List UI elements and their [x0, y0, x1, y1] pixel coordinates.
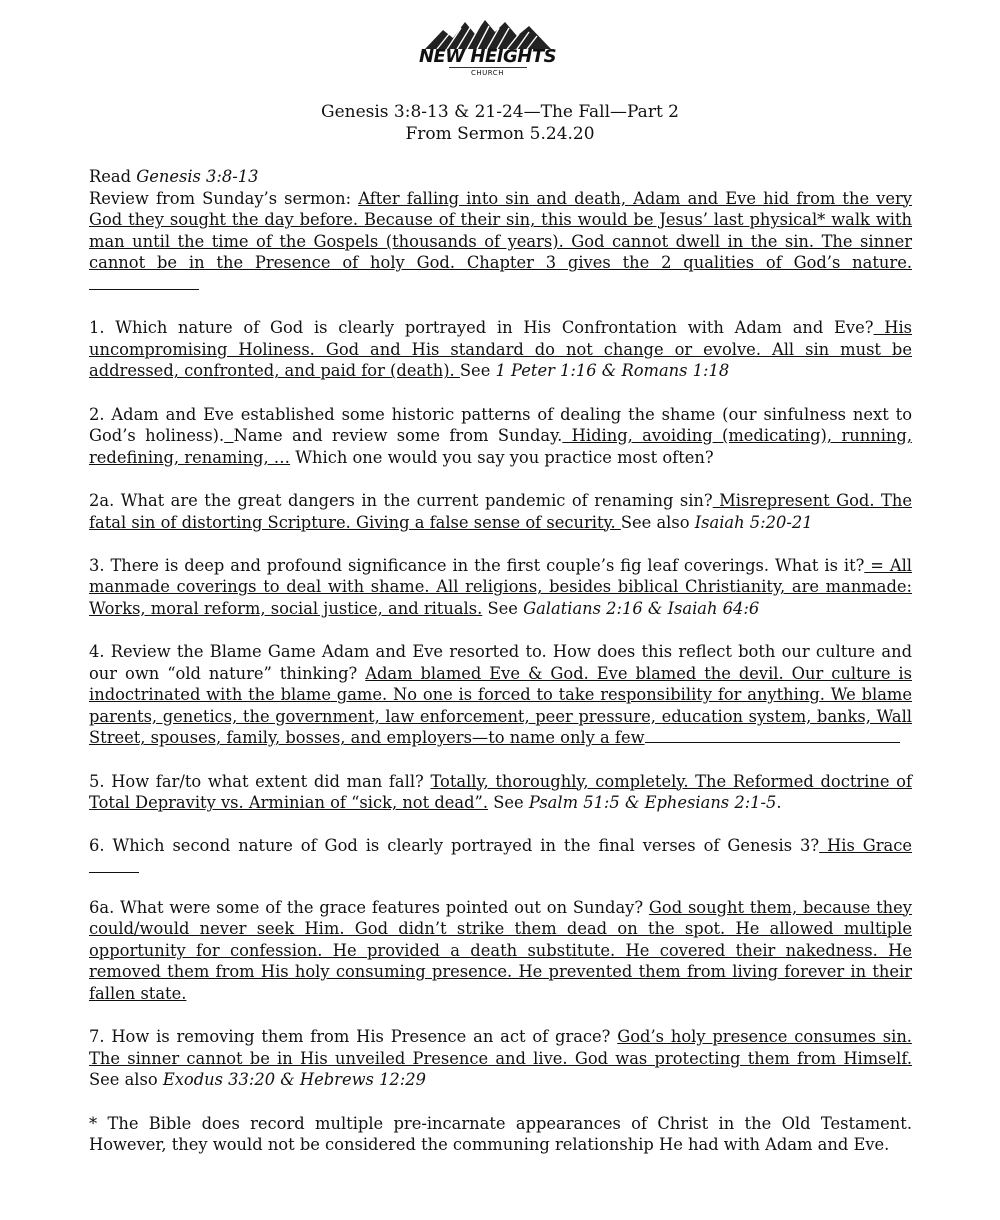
- q3-references: Galatians 2:16 & Isaiah 64:6: [523, 598, 760, 618]
- question-1: [89, 317, 912, 382]
- q1-question: 1. Which nature of God is clearly portrayed in His Confrontation with Adam and Eve?: [89, 318, 874, 338]
- q5-see: See: [488, 793, 529, 813]
- q2-answer: Hiding, avoiding (medicating), running, redefining, renaming, …: [89, 426, 912, 467]
- q7-see: See also: [89, 1070, 163, 1090]
- question-2: [89, 404, 912, 469]
- church-logo: [415, 16, 560, 92]
- review-label: Review from Sunday’s sermon:: [89, 188, 359, 208]
- q5-question: 5. How far/to what extent did man fall?: [89, 771, 431, 791]
- q7-references: Exodus 33:20 & Hebrews 12:29: [162, 1070, 426, 1090]
- q1-answer: His uncompromising Holiness. God and His standard do not change or evolve. All sin must be addressed, confronted, and paid for (death).: [89, 318, 913, 381]
- question-2a: [89, 490, 912, 533]
- q5-references: Psalm 51:5 & Ephesians 2:1-5: [528, 793, 777, 813]
- q2-question: 2. Adam and Eve established some historic patterns of dealing the shame (our sinfulness next to God’s holiness).: [89, 404, 912, 446]
- answer-blank-line: [645, 728, 900, 743]
- answer-blank-line: [89, 858, 139, 873]
- review-answer: After falling into sin and death, Adam and Eve hid from the very God they sought the day before. Because of their sin, this would be Jesus’ last physical* walk with man until the time of the Gospels (thousands of years). God cannot dwell in the sin. The sinner cannot be in the Presence of holy God. Chapter 3 gives the 2 qualities of God’s nature.: [89, 188, 913, 273]
- q2a-answer: Misrepresent God. The fatal sin of distorting Scripture. Giving a false sense of security.: [89, 490, 912, 532]
- document-title: Genesis 3:8-13 & 21-24—The Fall—Part 2: [320, 102, 679, 122]
- document-title-block: [0, 101, 1000, 145]
- read-label: Read: [89, 167, 137, 186]
- mountain-icon: [423, 16, 553, 50]
- q4-answer: Adam blamed Eve & God. Eve blamed the devil. Our culture is indoctrinated with the blame game. No one is forced to take responsibility for anything. We blame parents, genetics, the government, law enforcement, peer pressure, education system, banks, Wall Street, spouses, family, bosses, and employers—to name only a few: [89, 663, 912, 748]
- q3-question: 3. There is deep and profound significance in the first couple’s fig leaf coverings. What is it?: [89, 555, 865, 575]
- q2a-references: Isaiah 5:20-21: [694, 512, 813, 532]
- q2-followup: Which one would you say you practice most often?: [290, 447, 714, 467]
- q2a-question: 2a. What are the great dangers in the current pandemic of renaming sin?: [89, 490, 713, 510]
- q1-references: 1 Peter 1:16 & Romans 1:18: [495, 361, 730, 381]
- q3-answer: = All manmade coverings to deal with shame. All religions, besides biblical Christianity, are manmade: Works, moral reform, social justice, and rituals.: [89, 555, 912, 618]
- question-3: [89, 555, 912, 620]
- q5-answer: Totally, thoroughly, completely. The Reformed doctrine of Total Depravity vs. Arminian of “sick, not dead”.: [89, 771, 912, 813]
- q2-space: [224, 426, 233, 445]
- logo-name: NEW HEIGHTS: [418, 46, 557, 67]
- document-subtitle: From Sermon 5.24.20: [405, 124, 595, 144]
- q5-end: .: [776, 793, 782, 813]
- q2-prompt: Name and review some from Sunday.: [233, 426, 563, 446]
- q6-question: 6. Which second nature of God is clearly portrayed in the final verses of Genesis 3?: [89, 836, 820, 856]
- question-6a: [89, 897, 912, 1005]
- q7-question: 7. How is removing them from His Presence an act of grace?: [89, 1027, 618, 1047]
- q2a-see: See also: [620, 512, 695, 532]
- q3-see: See: [482, 598, 524, 618]
- question-6: [89, 835, 912, 878]
- answer-blank-line: [89, 275, 199, 290]
- read-reference: Genesis 3:8-13: [136, 167, 259, 186]
- q6-answer: His Grace: [819, 836, 912, 856]
- question-7: [89, 1026, 912, 1091]
- q6a-question: 6a. What were some of the grace features pointed out on Sunday?: [89, 897, 649, 917]
- intro-section: [89, 166, 912, 296]
- q6a-answer: God sought them, because they could/would never seek Him. God didn’t strike them dead on the spot. He allowed multiple opportunity for confession. He provided a death substitute. He covered their nakedness. He removed them from His holy consuming presence. He prevented them from living forever in their fallen state.: [89, 897, 912, 1003]
- worksheet-body: [89, 166, 912, 1177]
- q4-question: 4. Review the Blame Game Adam and Eve resorted to. How does this reflect both our culture and our own “old nature” thinking?: [89, 642, 912, 683]
- footnote: * The Bible does record multiple pre-incarnate appearances of Christ in the Old Testament. However, they would not be considered the communing relationship He had with Adam and Eve.: [89, 1113, 912, 1155]
- q7-answer: God’s holy presence consumes sin. The sinner cannot be in His unveiled Presence and live. God was protecting them from Himself.: [89, 1027, 912, 1068]
- question-4: [89, 641, 912, 749]
- question-5: [89, 771, 912, 814]
- logo-subtitle: CHURCH: [449, 67, 527, 78]
- q1-see: See: [459, 361, 496, 381]
